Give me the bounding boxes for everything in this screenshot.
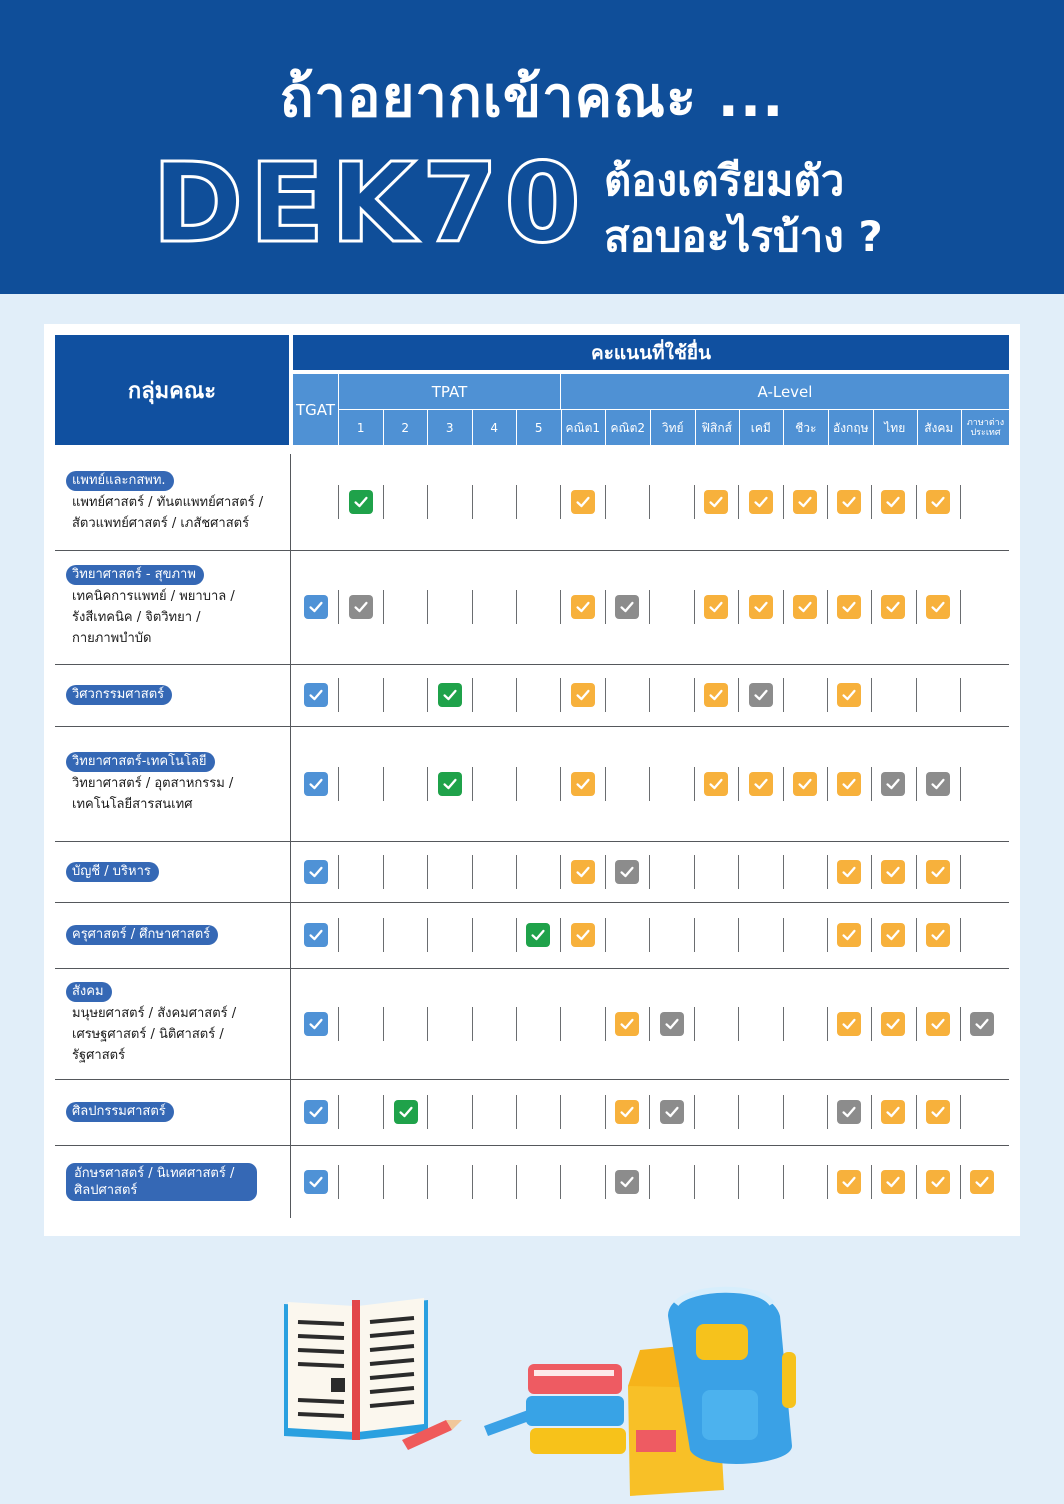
cell-separator — [516, 1165, 517, 1199]
cell-separator — [827, 1165, 828, 1199]
group-column-divider — [290, 726, 291, 841]
cell-separator — [738, 767, 739, 801]
faculty-list — [66, 492, 286, 534]
cell-separator — [649, 1165, 650, 1199]
badge-line: ศิลปศาสตร์ — [74, 1182, 138, 1198]
cell-separator — [827, 1007, 828, 1041]
cell-separator — [338, 855, 339, 889]
check-icon — [926, 923, 950, 947]
faculty-group-badge: แพทย์และกสพท. — [66, 471, 174, 491]
faculty-list — [66, 586, 286, 649]
cell-separator — [516, 1095, 517, 1129]
cell-separator — [960, 678, 961, 712]
cell-separator — [783, 767, 784, 801]
cell-separator — [472, 855, 473, 889]
cell-separator — [516, 678, 517, 712]
cell-separator — [383, 590, 384, 624]
cell-separator — [871, 767, 872, 801]
faculty-group-info — [66, 454, 286, 550]
cell-separator — [472, 1007, 473, 1041]
faculty-group-badge — [66, 1163, 257, 1201]
column-header-13: ไทย — [873, 410, 918, 445]
cell-separator — [649, 855, 650, 889]
cell-separator — [960, 485, 961, 519]
cell-separator — [472, 590, 473, 624]
cell-separator — [960, 855, 961, 889]
cell-separator — [383, 1007, 384, 1041]
cell-separator — [338, 678, 339, 712]
check-icon — [304, 1100, 328, 1124]
check-icon — [571, 595, 595, 619]
faculty-group-info — [66, 1145, 286, 1218]
faculty-group-info — [66, 550, 286, 664]
cell-separator — [516, 918, 517, 952]
book-stack-icon — [526, 1364, 626, 1454]
cell-separator — [783, 918, 784, 952]
table-row — [44, 1079, 1020, 1145]
cell-separator — [694, 1165, 695, 1199]
cell-separator — [338, 590, 339, 624]
cell-separator — [783, 1165, 784, 1199]
group-column-divider — [290, 841, 291, 902]
column-header-8: วิทย์ — [651, 410, 696, 445]
check-icon — [394, 1100, 418, 1124]
column-header-15: ภาษาต่าง ประเทศ — [966, 417, 1005, 438]
faculty-group-info — [66, 664, 286, 726]
cell-separator — [916, 918, 917, 952]
cell-separator — [694, 1007, 695, 1041]
exam-table-card — [44, 324, 1020, 1236]
group-column-header: กลุ่มคณะ — [55, 335, 289, 445]
badge-line: อักษรศาสตร์ / นิเทศศาสตร์ / — [74, 1165, 235, 1181]
cell-separator — [694, 485, 695, 519]
cell-separator — [649, 678, 650, 712]
cell-separator — [560, 678, 561, 712]
tgat-header: TGAT — [293, 374, 339, 445]
faculty-group-badge: วิทยาศาสตร์-เทคโนโลยี — [66, 752, 215, 772]
cell-separator — [827, 485, 828, 519]
check-icon — [749, 595, 773, 619]
column-header-14: สังคม — [917, 410, 962, 445]
check-icon — [793, 595, 817, 619]
column-header-11: ชีวะ — [784, 410, 829, 445]
check-icon — [304, 1012, 328, 1036]
faculty-list-line: เทคโนโลยีสารสนเทศ — [72, 797, 193, 812]
score-subheader — [293, 374, 1009, 445]
cell-separator — [427, 1095, 428, 1129]
check-icon — [438, 683, 462, 707]
check-icon — [970, 1012, 994, 1036]
cell-separator — [738, 1007, 739, 1041]
cell-separator — [338, 1165, 339, 1199]
check-icon — [526, 923, 550, 947]
cell-separator — [960, 918, 961, 952]
cell-separator — [383, 485, 384, 519]
faculty-group-info — [66, 841, 286, 902]
table-row — [44, 550, 1020, 664]
cell-separator — [560, 918, 561, 952]
cell-separator — [783, 1095, 784, 1129]
cell-separator — [338, 767, 339, 801]
check-icon — [304, 683, 328, 707]
cell-separator — [472, 678, 473, 712]
cell-separator — [560, 1165, 561, 1199]
cell-separator — [472, 485, 473, 519]
cell-separator — [605, 1165, 606, 1199]
cell-separator — [560, 1007, 561, 1041]
group-column-divider — [290, 664, 291, 726]
cell-separator — [472, 918, 473, 952]
cell-separator — [783, 590, 784, 624]
cell-separator — [605, 1007, 606, 1041]
check-icon — [349, 595, 373, 619]
cell-separator — [871, 918, 872, 952]
check-icon — [304, 1170, 328, 1194]
faculty-group-info — [66, 902, 286, 968]
faculty-group-info — [66, 1079, 286, 1145]
title-side-line-1: ต้องเตรียมตัว — [604, 156, 845, 205]
column-header-12: อังกฤษ — [829, 410, 874, 445]
cell-separator — [338, 485, 339, 519]
check-icon — [438, 772, 462, 796]
cell-separator — [383, 1095, 384, 1129]
cell-separator — [694, 855, 695, 889]
cell-separator — [827, 767, 828, 801]
table-row — [44, 968, 1020, 1079]
faculty-group-badge: ครุศาสตร์ / ศึกษาศาสตร์ — [66, 925, 218, 945]
check-icon — [881, 772, 905, 796]
cell-separator — [605, 1095, 606, 1129]
check-icon — [615, 1100, 639, 1124]
group-column-divider — [290, 1145, 291, 1218]
cell-separator — [738, 678, 739, 712]
check-icon — [304, 860, 328, 884]
cell-separator — [738, 485, 739, 519]
check-icon — [837, 1170, 861, 1194]
cell-separator — [916, 1095, 917, 1129]
cell-separator — [516, 485, 517, 519]
check-icon — [881, 1100, 905, 1124]
cell-separator — [383, 678, 384, 712]
check-icon — [349, 490, 373, 514]
check-icon — [926, 595, 950, 619]
faculty-list-line: กายภาพบำบัด — [72, 631, 152, 646]
cell-separator — [649, 1007, 650, 1041]
cell-separator — [649, 918, 650, 952]
cell-separator — [649, 590, 650, 624]
cell-separator — [871, 1165, 872, 1199]
cell-separator — [383, 767, 384, 801]
check-icon — [571, 683, 595, 707]
cell-separator — [916, 485, 917, 519]
tpat-header: TPAT — [339, 374, 561, 410]
check-icon — [926, 490, 950, 514]
cell-separator — [827, 1095, 828, 1129]
faculty-list-line: มนุษยศาสตร์ / สังคมศาสตร์ / — [72, 1005, 237, 1021]
cell-separator — [338, 1007, 339, 1041]
check-icon — [881, 1170, 905, 1194]
cell-separator — [783, 855, 784, 889]
cell-separator — [916, 855, 917, 889]
faculty-group-badge: สังคม — [66, 982, 112, 1002]
cell-separator — [827, 678, 828, 712]
faculty-list — [66, 1003, 286, 1066]
check-icon — [304, 923, 328, 947]
check-icon — [881, 1012, 905, 1036]
title-dek70: DEK70 — [152, 139, 587, 267]
cell-separator — [605, 678, 606, 712]
cell-separator — [649, 485, 650, 519]
header-banner — [0, 0, 1064, 294]
faculty-list-line: รัฐศาสตร์ — [72, 1047, 126, 1063]
faculty-list-line: แพทย์ศาสตร์ / ทันตแพทย์ศาสตร์ / — [72, 494, 264, 510]
group-column-divider — [290, 454, 291, 550]
check-icon — [304, 772, 328, 796]
column-header-9: ฟิสิกส์ — [695, 410, 740, 445]
table-row — [44, 902, 1020, 968]
column-header-2: 2 — [384, 410, 429, 445]
cell-separator — [427, 855, 428, 889]
cell-separator — [560, 855, 561, 889]
check-icon — [837, 1012, 861, 1036]
check-icon — [704, 595, 728, 619]
column-header-7: คณิต2 — [606, 410, 651, 445]
cell-separator — [694, 767, 695, 801]
cell-separator — [916, 678, 917, 712]
faculty-group-badge: วิศวกรรมศาสตร์ — [66, 685, 172, 705]
check-icon — [704, 490, 728, 514]
cell-separator — [560, 590, 561, 624]
check-icon — [926, 1100, 950, 1124]
title-line-1: ถ้าอยากเข้าคณะ ... — [279, 65, 785, 130]
cell-separator — [427, 485, 428, 519]
faculty-list — [66, 773, 286, 815]
check-icon — [881, 490, 905, 514]
check-icon — [881, 860, 905, 884]
check-icon — [793, 490, 817, 514]
check-icon — [926, 1170, 950, 1194]
faculty-group-info — [66, 726, 286, 841]
cell-separator — [472, 1165, 473, 1199]
column-header-1: 1 — [339, 410, 384, 445]
check-icon — [571, 772, 595, 796]
cell-separator — [738, 855, 739, 889]
cell-separator — [738, 1165, 739, 1199]
table-row — [44, 1145, 1020, 1218]
cell-separator — [871, 855, 872, 889]
cell-separator — [427, 767, 428, 801]
cell-separator — [916, 590, 917, 624]
cell-separator — [560, 1095, 561, 1129]
cell-separator — [871, 590, 872, 624]
column-header-6: คณิต1 — [561, 410, 606, 445]
pencil-blue-icon — [484, 1410, 532, 1436]
cell-separator — [516, 767, 517, 801]
faculty-group-badge: วิทยาศาสตร์ - สุขภาพ — [66, 565, 204, 585]
cell-separator — [427, 678, 428, 712]
cell-separator — [783, 485, 784, 519]
check-icon — [704, 683, 728, 707]
check-icon — [749, 683, 773, 707]
cell-separator — [383, 855, 384, 889]
cell-separator — [871, 1007, 872, 1041]
cell-separator — [605, 767, 606, 801]
cell-separator — [827, 855, 828, 889]
cell-separator — [960, 767, 961, 801]
cell-separator — [694, 1095, 695, 1129]
faculty-list-line: เทคนิคการแพทย์ / พยาบาล / — [72, 589, 235, 604]
check-icon — [615, 1170, 639, 1194]
cell-separator — [783, 678, 784, 712]
cell-separator — [472, 1095, 473, 1129]
alevel-header: A-Level — [561, 374, 1009, 410]
cell-separator — [338, 918, 339, 952]
table-row — [44, 841, 1020, 902]
faculty-group-badge: บัญชี / บริหาร — [66, 862, 159, 882]
faculty-list-line: วิทยาศาสตร์ / อุตสาหกรรม / — [72, 776, 234, 791]
cell-separator — [827, 590, 828, 624]
check-icon — [793, 772, 817, 796]
cell-separator — [783, 1007, 784, 1041]
faculty-group-badge: ศิลปกรรมศาสตร์ — [66, 1102, 174, 1122]
check-icon — [837, 860, 861, 884]
cell-separator — [560, 485, 561, 519]
check-icon — [571, 860, 595, 884]
cell-separator — [960, 1007, 961, 1041]
cell-separator — [916, 1165, 917, 1199]
check-icon — [837, 772, 861, 796]
check-icon — [304, 595, 328, 619]
check-icon — [660, 1100, 684, 1124]
cell-separator — [871, 1095, 872, 1129]
cell-separator — [649, 1095, 650, 1129]
column-header-3: 3 — [428, 410, 473, 445]
cell-separator — [694, 590, 695, 624]
group-column-divider — [290, 968, 291, 1079]
open-book-icon — [284, 1298, 428, 1440]
cell-separator — [605, 855, 606, 889]
column-header-5: 5 — [517, 410, 562, 445]
check-icon — [837, 923, 861, 947]
title-side-line-2: สอบอะไรบ้าง ? — [604, 212, 883, 261]
score-column-header: คะแนนที่ใช้ยื่น — [293, 335, 1009, 370]
cell-separator — [516, 1007, 517, 1041]
cell-separator — [383, 918, 384, 952]
check-icon — [660, 1012, 684, 1036]
cell-separator — [871, 678, 872, 712]
check-icon — [926, 772, 950, 796]
check-icon — [571, 923, 595, 947]
cell-separator — [605, 918, 606, 952]
check-icon — [615, 595, 639, 619]
check-icon — [704, 772, 728, 796]
cell-separator — [338, 1095, 339, 1129]
cell-separator — [694, 918, 695, 952]
group-column-divider — [290, 550, 291, 664]
check-icon — [837, 595, 861, 619]
column-header-10: เคมี — [739, 410, 784, 445]
check-icon — [615, 860, 639, 884]
cell-separator — [427, 590, 428, 624]
cell-separator — [649, 767, 650, 801]
cell-separator — [694, 678, 695, 712]
check-icon — [615, 1012, 639, 1036]
school-supplies-illustration — [0, 1260, 1064, 1504]
cell-separator — [472, 767, 473, 801]
cell-separator — [871, 485, 872, 519]
check-icon — [837, 683, 861, 707]
cell-separator — [960, 590, 961, 624]
check-icon — [749, 490, 773, 514]
cell-separator — [738, 590, 739, 624]
cell-separator — [427, 1165, 428, 1199]
cell-separator — [605, 485, 606, 519]
check-icon — [926, 1012, 950, 1036]
check-icon — [881, 595, 905, 619]
check-icon — [970, 1170, 994, 1194]
check-icon — [571, 490, 595, 514]
check-icon — [837, 490, 861, 514]
faculty-group-info — [66, 968, 286, 1079]
cell-separator — [960, 1165, 961, 1199]
cell-separator — [516, 590, 517, 624]
cell-separator — [960, 1095, 961, 1129]
check-icon — [749, 772, 773, 796]
check-icon — [881, 923, 905, 947]
check-icon — [837, 1100, 861, 1124]
cell-separator — [516, 855, 517, 889]
check-icon — [926, 860, 950, 884]
faculty-list-line: สัตวแพทย์ศาสตร์ / เภสัชศาสตร์ — [72, 515, 250, 531]
cell-separator — [916, 767, 917, 801]
column-header-4: 4 — [473, 410, 518, 445]
table-row — [44, 726, 1020, 841]
cell-separator — [427, 1007, 428, 1041]
table-row — [44, 664, 1020, 726]
cell-separator — [738, 1095, 739, 1129]
faculty-list-line: เศรษฐศาสตร์ / นิติศาสตร์ / — [72, 1026, 224, 1042]
group-column-divider — [290, 1079, 291, 1145]
cell-separator — [738, 918, 739, 952]
cell-separator — [827, 918, 828, 952]
cell-separator — [916, 1007, 917, 1041]
cell-separator — [427, 918, 428, 952]
cell-separator — [383, 1165, 384, 1199]
cell-separator — [605, 590, 606, 624]
group-column-divider — [290, 902, 291, 968]
table-row — [44, 454, 1020, 550]
faculty-list-line: รังสีเทคนิค / จิตวิทยา / — [72, 610, 201, 625]
cell-separator — [560, 767, 561, 801]
